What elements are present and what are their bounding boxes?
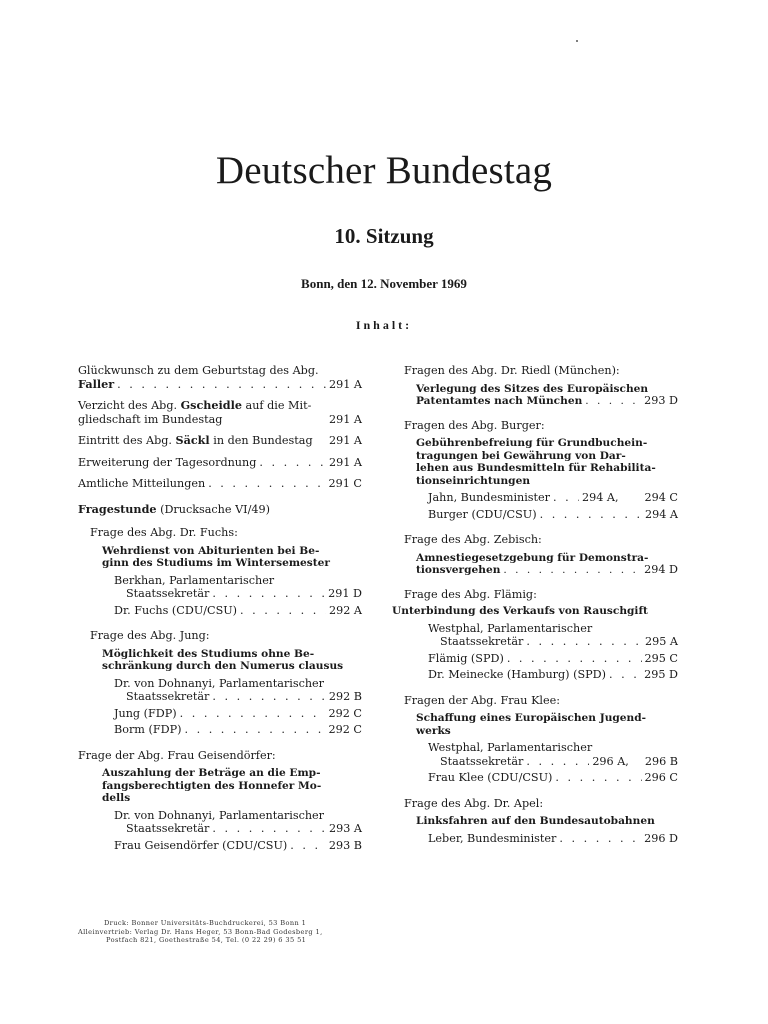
section-reference: (Drucksache VI/49)	[160, 502, 270, 516]
section-heading: Fragestunde	[78, 501, 157, 516]
toc-question-jung	[78, 629, 362, 737]
toc-entry-announcements	[78, 477, 362, 491]
toc-page: 295 A	[645, 635, 678, 648]
speaker: Leber, Bundesminister	[428, 831, 557, 845]
toc-entry-birthday	[78, 364, 362, 391]
toc-text: Amtliche Mitteilungen	[78, 477, 206, 490]
imprint-footer	[78, 919, 378, 945]
toc-page: 291 A	[329, 377, 362, 391]
question-subject: Wehrdienst von Abiturienten bei Be-	[102, 544, 320, 557]
toc-question-klee	[404, 694, 678, 785]
print-speck	[576, 40, 578, 42]
document-title: Deutscher Bundestag	[215, 149, 553, 192]
contents-right-column	[392, 364, 678, 845]
question-subject: Auszahlung der Beträge an die Emp-	[102, 767, 321, 779]
toc-page: 292 C	[328, 723, 362, 736]
toc-page: 292 C	[328, 706, 362, 720]
toc-page: 296 A,	[592, 754, 629, 768]
question-subject: dells	[102, 792, 131, 804]
question-heading: Frage des Abg. Dr. Fuchs:	[90, 526, 238, 539]
toc-text: Glückwunsch zu dem Geburtstag des Abg.	[78, 364, 319, 377]
toc-entry-waiver	[78, 399, 362, 426]
speaker: Westphal, Parlamentarischer	[428, 741, 593, 754]
imprint-distributor: Alleinvertrieb: Verlag Dr. Hans Heger, 53 Bonn-Bad Godesberg 1,	[78, 927, 323, 936]
speaker: Dr. von Dohnanyi, Parlamentarischer	[114, 808, 325, 822]
toc-entry-agenda	[78, 456, 362, 470]
toc-name: Faller	[78, 376, 115, 391]
question-subject: fangsberechtigten des Honnefer Mo-	[102, 779, 322, 792]
question-subject: Amnestiegesetzgebung für Demonstra-	[416, 551, 649, 564]
question-heading: Frage des Abg. Flämig:	[404, 587, 537, 601]
toc-name: Gscheidle	[180, 398, 242, 412]
toc-page: 291 A	[329, 434, 362, 447]
speaker: Jahn, Bundesminister	[428, 491, 551, 504]
toc-page: 296 D	[644, 831, 678, 845]
toc-question-burger	[404, 419, 678, 522]
question-subject: Linksfahren auf den Bundesautobahnen	[416, 815, 655, 827]
question-heading: Fragen des Abg. Dr. Riedl (München):	[404, 364, 620, 377]
question-subject: Möglichkeit des Studiums ohne Be-	[102, 647, 315, 660]
question-subject: Unterbindung des Verkaufs von Rauschgift	[392, 605, 648, 617]
toc-text: Erweiterung der Tagesordnung	[78, 455, 257, 469]
toc-page: 295 C	[644, 651, 678, 665]
question-subject: Patentamtes nach München	[416, 395, 583, 407]
question-heading: Fragen des Abg. Burger:	[404, 418, 545, 432]
question-heading: Frage des Abg. Zebisch:	[404, 533, 542, 546]
question-subject: ginn des Studiums im Wintersemester	[102, 557, 330, 569]
toc-text: in den Bundestag	[213, 434, 313, 447]
toc-page: 293 D	[644, 394, 678, 407]
toc-page: 294 A	[645, 507, 678, 521]
toc-page: 293 A	[329, 822, 362, 835]
toc-page: 295 D	[644, 668, 678, 681]
toc-page: 292 B	[328, 690, 362, 703]
toc-page: 291 C	[328, 477, 362, 490]
speaker: Staatssekretär	[126, 690, 210, 703]
question-subject: Gebührenbefreiung für Grundbuchein-	[416, 437, 648, 449]
toc-text: Verzicht des Abg.	[78, 399, 178, 412]
question-subject: lehen aus Bundesmitteln für Rehabilita-	[416, 462, 656, 474]
question-subject: tragungen bei Gewährung von Dar-	[416, 449, 626, 462]
question-subject: Verlegung des Sitzes des Europäischen	[416, 382, 649, 395]
speaker: Flämig (SPD)	[428, 651, 504, 665]
toc-section-question-time	[78, 503, 362, 517]
toc-question-flaemig	[392, 587, 678, 682]
toc-page: 291 D	[328, 587, 362, 600]
toc-page: 293 B	[328, 838, 362, 852]
toc-name: Säckl	[175, 433, 210, 447]
session-number: 10. Sitzung	[334, 224, 434, 248]
toc-page: 291 A	[329, 455, 362, 469]
question-subject: werks	[416, 724, 451, 737]
toc-question-zebisch	[404, 533, 678, 577]
speaker: Staatssekretär	[126, 822, 210, 835]
speaker: Borm (FDP)	[114, 723, 182, 736]
speaker: Frau Geisendörfer (CDU/CSU)	[114, 838, 288, 852]
question-subject: tionseinrichtungen	[416, 474, 531, 487]
question-heading: Frage des Abg. Jung:	[90, 629, 210, 642]
question-heading: Frage des Abg. Dr. Apel:	[404, 796, 544, 810]
toc-page: 296 C	[644, 771, 678, 784]
toc-text: Eintritt des Abg.	[78, 434, 172, 447]
toc-text: auf die Mit-	[245, 399, 312, 412]
speaker: Dr. Fuchs (CDU/CSU)	[114, 603, 238, 617]
question-heading: Fragen der Abg. Frau Klee:	[404, 693, 561, 707]
speaker: Dr. Meinecke (Hamburg) (SPD)	[428, 668, 606, 681]
speaker: Burger (CDU/CSU)	[428, 507, 537, 521]
toc-entry-entry	[78, 434, 362, 448]
speaker: Berkhan, Parlamentarischer	[114, 573, 275, 587]
toc-question-fuchs	[78, 526, 362, 617]
contents-left-column	[78, 364, 362, 852]
toc-question-geisendoerfer	[78, 749, 362, 853]
toc-text: gliedschaft im Bundestag	[78, 412, 223, 426]
toc-page: 294 D	[644, 563, 678, 576]
speaker: Dr. von Dohnanyi, Parlamentarischer	[114, 676, 325, 690]
toc-page: 294 C	[644, 491, 678, 504]
toc-page: 292 A	[329, 603, 362, 617]
toc-page: 296 B	[644, 754, 678, 768]
toc-page: 291 A	[329, 412, 362, 426]
speaker: Staatssekretär	[440, 635, 524, 648]
speaker: Frau Klee (CDU/CSU)	[428, 771, 553, 784]
imprint-address: Postfach 821, Goethestraße 54, Tel. (0 22 29) 6 35 51	[106, 936, 307, 945]
speaker: Staatssekretär	[126, 587, 210, 600]
question-subject: schränkung durch den Numerus clausus	[102, 660, 344, 672]
question-heading: Frage der Abg. Frau Geisendörfer:	[78, 748, 276, 762]
question-subject: tionsvergehen	[416, 564, 501, 576]
question-subject: Schaffung eines Europäischen Jugend-	[416, 712, 647, 724]
speaker: Jung (FDP)	[114, 706, 177, 720]
speaker: Westphal, Parlamentarischer	[428, 621, 593, 635]
toc-page: 294 A,	[582, 491, 619, 504]
session-date: Bonn, den 12. November 1969	[301, 276, 467, 291]
imprint-printer: Druck: Bonner Universitäts-Buchdruckerei, 53 Bonn 1	[104, 919, 307, 927]
toc-question-apel	[404, 797, 678, 846]
toc-question-riedl	[404, 364, 678, 408]
speaker: Staatssekretär	[440, 754, 524, 768]
contents-heading: Inhalt:	[355, 318, 413, 332]
